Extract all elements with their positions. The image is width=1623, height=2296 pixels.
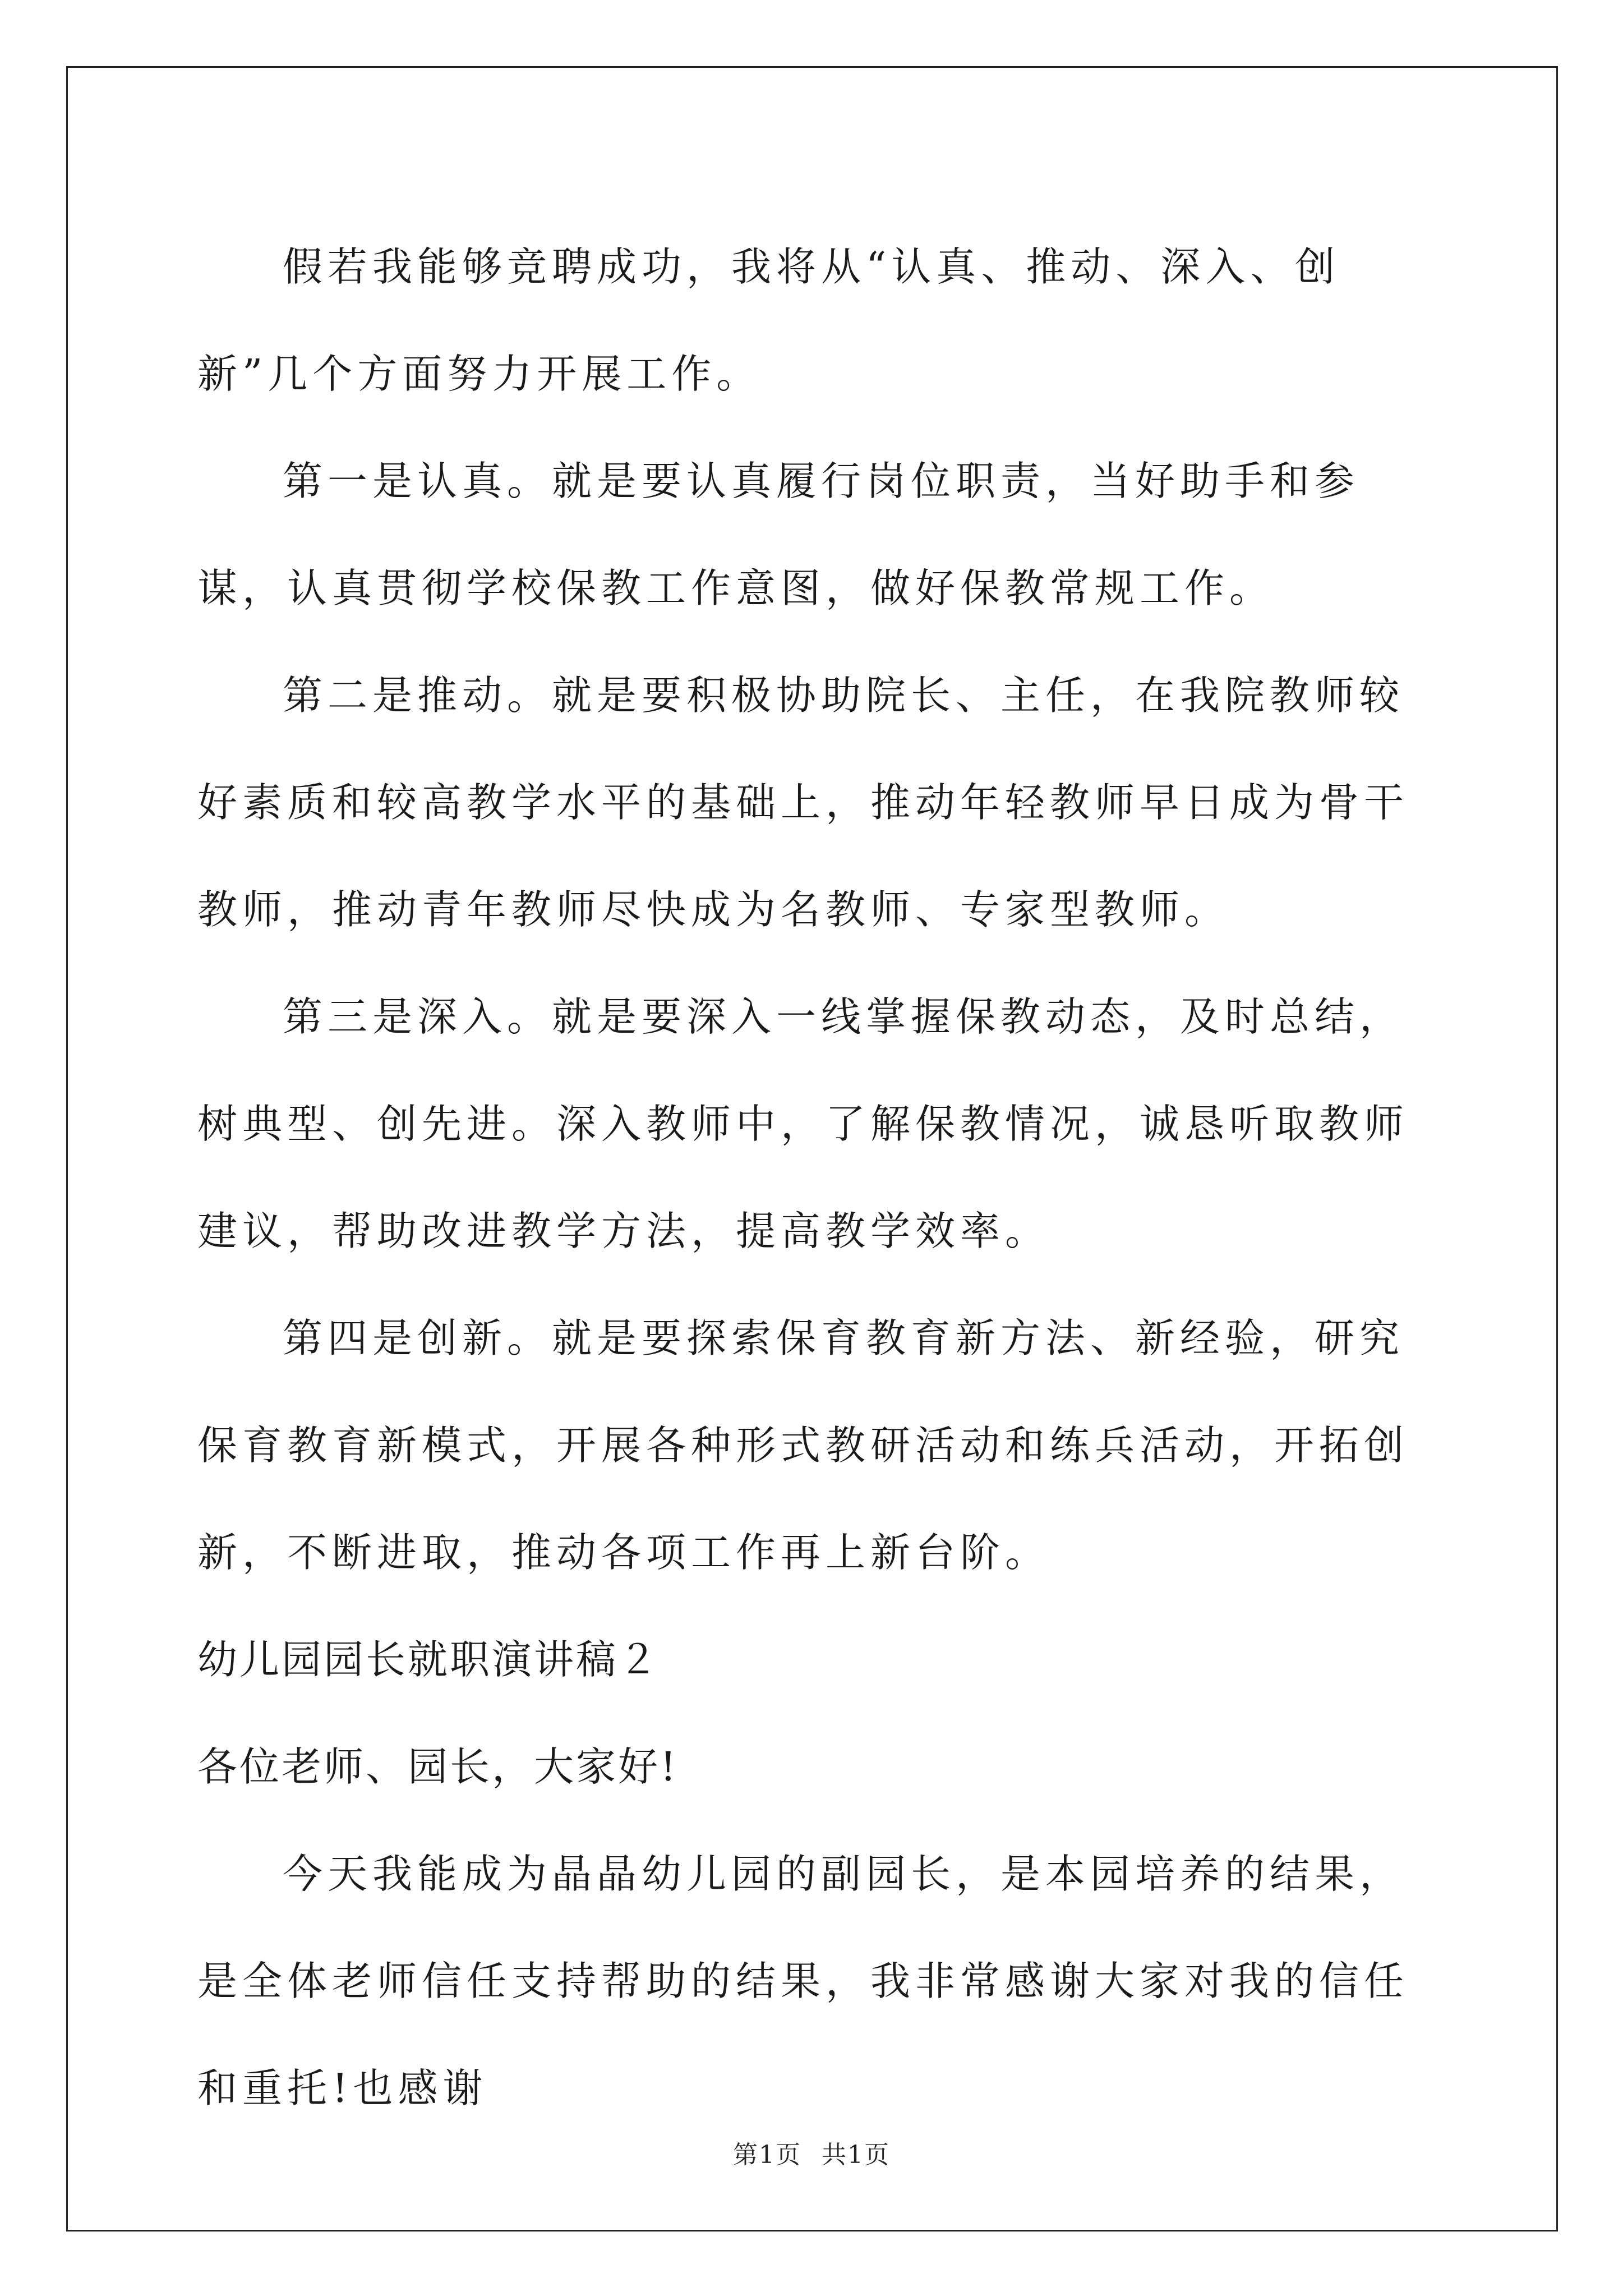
paragraph-third-deepen: 第三是深入。就是要深入一线掌握保教动态，及时总结，树典型、创先进。深入教师中，了解保教情况，诚恳听取教师建议，帮助改进教学方法，提高教学效率。 — [197, 993, 1409, 1254]
page-total: 共1页 — [822, 2141, 890, 2169]
paragraph-intro: 假若我能够竞聘成功，我将从“认真、推动、深入、创新”几个方面努力开展工作。 — [197, 243, 1340, 397]
paragraph-fourth-innovate: 第四是创新。就是要探索保育教育新方法、新经验，研究保育教育新模式，开展各种形式教研活动和练兵活动，开拓创新，不断进取，推动各项工作再上新台阶。 — [197, 1315, 1409, 1576]
paragraph-second-promote: 第二是推动。就是要积极协助院长、主任，在我院教师较好素质和较高教学水平的基础上，推动年轻教师早日成为骨干教师，推动青年教师尽快成为名教师、专家型教师。 — [197, 672, 1409, 933]
section-heading: 幼儿园园长就职演讲稿２ — [197, 1636, 661, 1683]
paragraph-speech-opening: 今天我能成为晶晶幼儿园的副园长，是本园培养的结果，是全体老师信任支持帮助的结果，我非常感谢大家对我的信任和重托!也感谢 — [197, 1851, 1409, 2111]
greeting-line: 各位老师、园长，大家好! — [197, 1743, 679, 1790]
page-number: 第1页 — [733, 2141, 801, 2169]
paragraph-first-earnest: 第一是认真。就是要认真履行岗位职责，当好助手和参谋，认真贯彻学校保教工作意图，做好保教常规工作。 — [197, 458, 1360, 611]
page-footer — [0, 2138, 1623, 2172]
document-body — [197, 213, 1426, 2142]
